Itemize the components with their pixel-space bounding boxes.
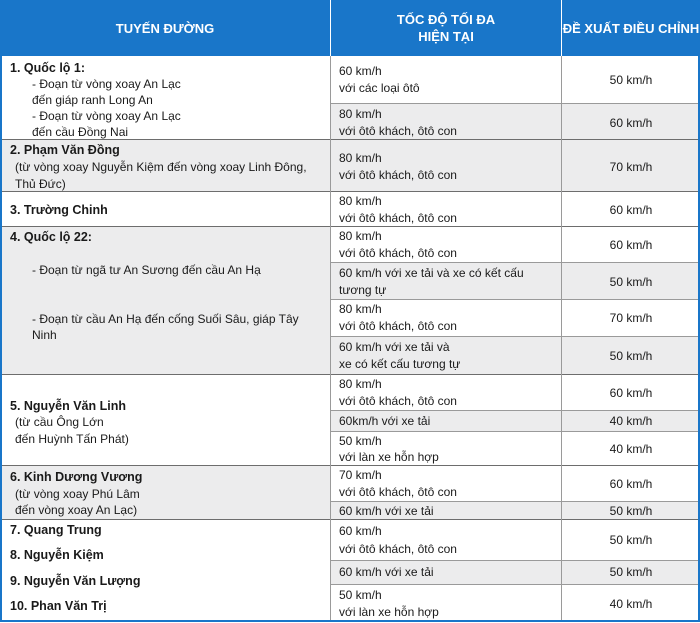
current-speed-note: với làn xe hỗn hợp: [339, 450, 439, 464]
proposed-speed: 50 km/h: [609, 349, 653, 363]
header-proposed: ĐỀ XUẤT ĐIỀU CHỈNH: [562, 20, 700, 36]
table-header: [0, 0, 700, 56]
current-speed: 60 km/h: [339, 524, 382, 538]
proposed-speed: 60 km/h: [609, 116, 653, 130]
current-speed: 70 km/h: [339, 468, 382, 482]
current-speed-note: với ôtô khách, ôtô con: [339, 246, 457, 260]
current-speed-note: với làn xe hỗn hợp: [339, 605, 439, 619]
current-speed: 60 km/h với xe tải: [339, 504, 434, 518]
proposed-speed: 60 km/h: [609, 477, 653, 491]
route-title: 8. Nguyễn Kiệm: [10, 548, 104, 562]
proposed-speed: 40 km/h: [609, 414, 653, 428]
current-speed-note: với ôtô khách, ôtô con: [339, 211, 457, 225]
route-detail: - Đoạn từ vòng xoay An Lạc: [32, 77, 181, 91]
current-speed: 80 km/h: [339, 229, 382, 243]
route-title: 10. Phan Văn Trị: [10, 599, 107, 613]
proposed-speed: 70 km/h: [609, 311, 653, 325]
current-speed-note: với các loại ôtô: [339, 81, 420, 95]
current-speed: 50 km/h: [339, 434, 382, 448]
current-speed: 60 km/h: [339, 64, 382, 78]
current-speed: 80 km/h: [339, 377, 382, 391]
route-title: 6. Kinh Dương Vương: [10, 470, 143, 484]
route-title: 7. Quang Trung: [10, 523, 102, 537]
proposed-speed: 50 km/h: [609, 565, 653, 579]
route-title: 2. Phạm Văn Đồng: [10, 143, 120, 157]
current-speed-note: với ôtô khách, ôtô con: [339, 485, 457, 499]
current-speed-note: xe có kết cấu tương tự: [339, 357, 461, 371]
proposed-speed: 50 km/h: [609, 275, 653, 289]
current-speed-note: với ôtô khách, ôtô con: [339, 394, 457, 408]
route-detail: (từ vòng xoay Phú Lâm: [15, 487, 140, 501]
route-detail: đến Huỳnh Tấn Phát): [15, 432, 129, 446]
current-speed: 50 km/h: [339, 588, 382, 602]
route-detail: đến cầu Đồng Nai: [32, 125, 129, 139]
proposed-speed: 40 km/h: [609, 597, 653, 611]
route-detail: - Đoạn từ vòng xoay An Lạc: [32, 109, 181, 123]
current-speed: 60 km/h với xe tải và xe có kết cấu: [339, 266, 524, 280]
route-title: 5. Nguyễn Văn Linh: [10, 399, 126, 413]
header-current-speed: [331, 0, 561, 56]
header-route: TUYẾN ĐƯỜNG: [115, 20, 215, 36]
current-speed: 80 km/h: [339, 107, 382, 121]
current-speed-note: tương tự: [339, 283, 387, 297]
current-speed-note: với ôtô khách, ôtô con: [339, 124, 457, 138]
current-speed: 60 km/h với xe tải và: [339, 340, 450, 354]
route-detail: Ninh: [32, 328, 57, 342]
route-detail: đến vòng xoay An Lạc): [15, 503, 138, 517]
route-detail: (từ cầu Ông Lớn: [15, 415, 104, 429]
proposed-speed: 50 km/h: [609, 533, 653, 547]
current-speed: 60km/h với xe tải: [339, 414, 431, 428]
current-speed: 60 km/h với xe tải: [339, 565, 434, 579]
current-speed-note: với ôtô khách, ôtô con: [339, 542, 457, 556]
current-speed: 80 km/h: [339, 302, 382, 316]
proposed-speed: 50 km/h: [609, 504, 653, 518]
proposed-speed: 70 km/h: [609, 160, 653, 174]
route-detail: (từ vòng xoay Nguyễn Kiệm đến vòng xoay Linh Đông,: [15, 160, 307, 174]
proposed-speed: 60 km/h: [609, 203, 653, 217]
proposed-speed: 60 km/h: [609, 386, 653, 400]
route-title: 4. Quốc lộ 22:: [10, 230, 92, 244]
proposed-speed: 50 km/h: [609, 73, 653, 87]
route-detail: - Đoạn từ cầu An Hạ đến cống Suối Sâu, giáp Tây: [32, 312, 299, 326]
current-speed-note: với ôtô khách, ôtô con: [339, 168, 457, 182]
route-detail: Thủ Đức): [15, 177, 66, 191]
header-current-line2: HIỆN TẠI: [418, 29, 474, 44]
current-speed: 80 km/h: [339, 194, 382, 208]
route-title: 9. Nguyễn Văn Lượng: [10, 574, 141, 588]
proposed-speed: 60 km/h: [609, 238, 653, 252]
route-detail: đến giáp ranh Long An: [32, 93, 153, 107]
route-detail: - Đoạn từ ngã tư An Sương đến cầu An Hạ: [32, 263, 261, 277]
proposed-speed: 40 km/h: [609, 442, 653, 456]
current-speed-note: với ôtô khách, ôtô con: [339, 319, 457, 333]
current-speed: 80 km/h: [339, 151, 382, 165]
header-current-line1: TỐC ĐỘ TỐI ĐA: [396, 12, 496, 27]
table-frame: [0, 56, 700, 622]
route-title: 1. Quốc lộ 1:: [10, 61, 86, 75]
route-title: 3. Trường Chinh: [10, 203, 108, 217]
